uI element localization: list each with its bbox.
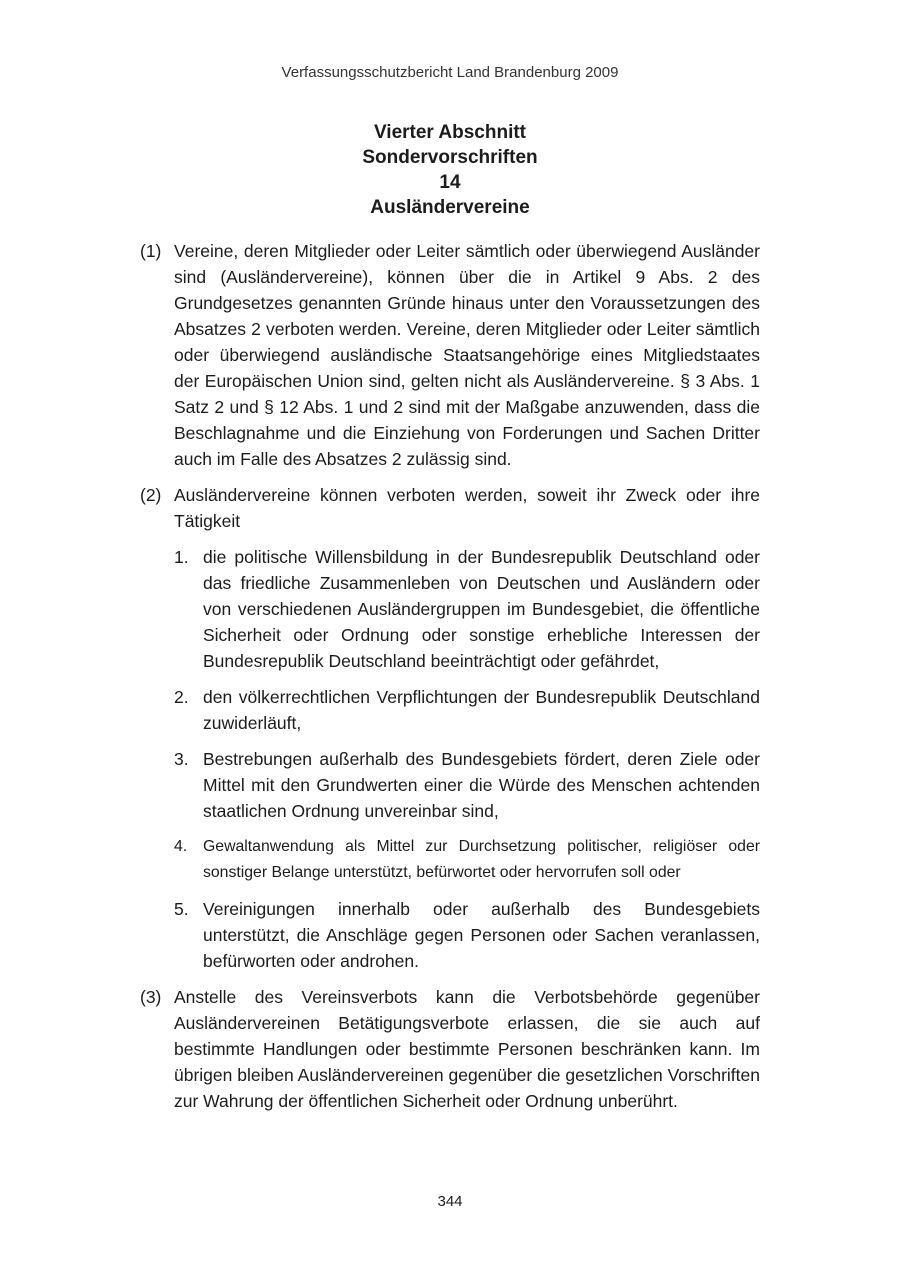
paragraph-text: Vereine, deren Mitglieder oder Leiter sämtlich oder überwiegend Ausländer sind (Ausländervereine), können über die in Artikel 9 Abs. 2 des Grundgesetzes genannten Gründe hinaus unter den Voraussetzungen des Absatzes 2 verboten werden. Vereine, deren Mitglieder oder Leiter sämtlich oder überwiegend ausländische Staatsangehörige eines Mitgliedstaates der Europäischen Union sind, gelten nicht als Ausländervereine. § 3 Abs. 1 Satz 2 und § 12 Abs. 1 und 2 sind mit der Maßgabe anzuwenden, dass die Beschlagnahme und die Einziehung von Forderungen und Sachen Dritter auch im Falle des Absatzes 2 zulässig sind. xyxy=(174,241,760,469)
list-item-number: 1. xyxy=(174,547,189,567)
paragraph-text: Anstelle des Vereinsverbots kann die Verbotsbehörde gegenüber Ausländervereinen Betätigungsverbote erlassen, die sie auch auf bestimmte Handlungen oder bestimmte Personen beschränken kann. Im übrigen bleiben Ausländervereinen gegenüber die gesetzlichen Vorschriften zur Wahrung der öffentlichen Sicherheit oder Ordnung unberührt. xyxy=(174,987,760,1111)
paragraph-number: (3) xyxy=(140,987,162,1007)
list-item-text: Vereinigungen innerhalb oder außerhalb des Bundesgebiets unterstützt, die Anschläge gegen Personen oder Sachen veranlassen, befürworten oder androhen. xyxy=(203,899,760,971)
list-item-number: 4. xyxy=(174,838,188,855)
section-title: Sondervorschriften xyxy=(362,147,538,168)
list-item xyxy=(140,746,760,824)
list-item xyxy=(140,834,760,886)
list-item-number: 5. xyxy=(174,899,189,919)
list-item-number: 3. xyxy=(174,749,189,769)
paragraph-3 xyxy=(140,984,760,1114)
body-text xyxy=(140,238,760,1124)
article-subject: Ausländervereine xyxy=(370,197,530,218)
list-item xyxy=(140,544,760,674)
list-item xyxy=(140,896,760,974)
paragraph-2-list xyxy=(140,544,760,974)
running-head: Verfassungsschutzbericht Land Brandenburg 2009 xyxy=(281,64,619,81)
paragraph-1 xyxy=(140,238,760,472)
page-number: 344 xyxy=(437,1193,463,1210)
paragraph-text: Ausländervereine können verboten werden, soweit ihr Zweck oder ihre Tätigkeit xyxy=(174,485,760,531)
paragraph-2 xyxy=(140,482,760,534)
list-item-text: den völkerrechtlichen Verpflichtungen der Bundesrepublik Deutschland zuwiderläuft, xyxy=(203,687,760,733)
list-item-text: Bestrebungen außerhalb des Bundesgebiets fördert, deren Ziele oder Mittel mit den Grundwerten einer die Würde des Menschen achtenden staatlichen Ordnung unvereinbar sind, xyxy=(203,749,760,821)
section-heading: Vierter Abschnitt xyxy=(373,122,527,143)
list-item-text: Gewaltanwendung als Mittel zur Durchsetzung politischer, religiöser oder sonstiger Belange unterstützt, befürwortet oder hervorrufen soll oder xyxy=(203,838,760,881)
list-item-number: 2. xyxy=(174,687,189,707)
paragraph-number: (2) xyxy=(140,485,162,505)
list-item xyxy=(140,684,760,736)
list-item-text: die politische Willensbildung in der Bundesrepublik Deutschland oder das friedliche Zusammenleben von Deutschen und Ausländern oder von verschiedenen Ausländergruppen im Bundesgebiet, die öffentliche Sicherheit oder Ordnung oder sonstige erhebliche Interessen der Bundesrepublik Deutschland beeinträchtigt oder gefährdet, xyxy=(203,547,760,671)
paragraph-number: (1) xyxy=(140,241,162,261)
headings xyxy=(0,120,900,220)
article-number: 14 xyxy=(439,172,461,193)
